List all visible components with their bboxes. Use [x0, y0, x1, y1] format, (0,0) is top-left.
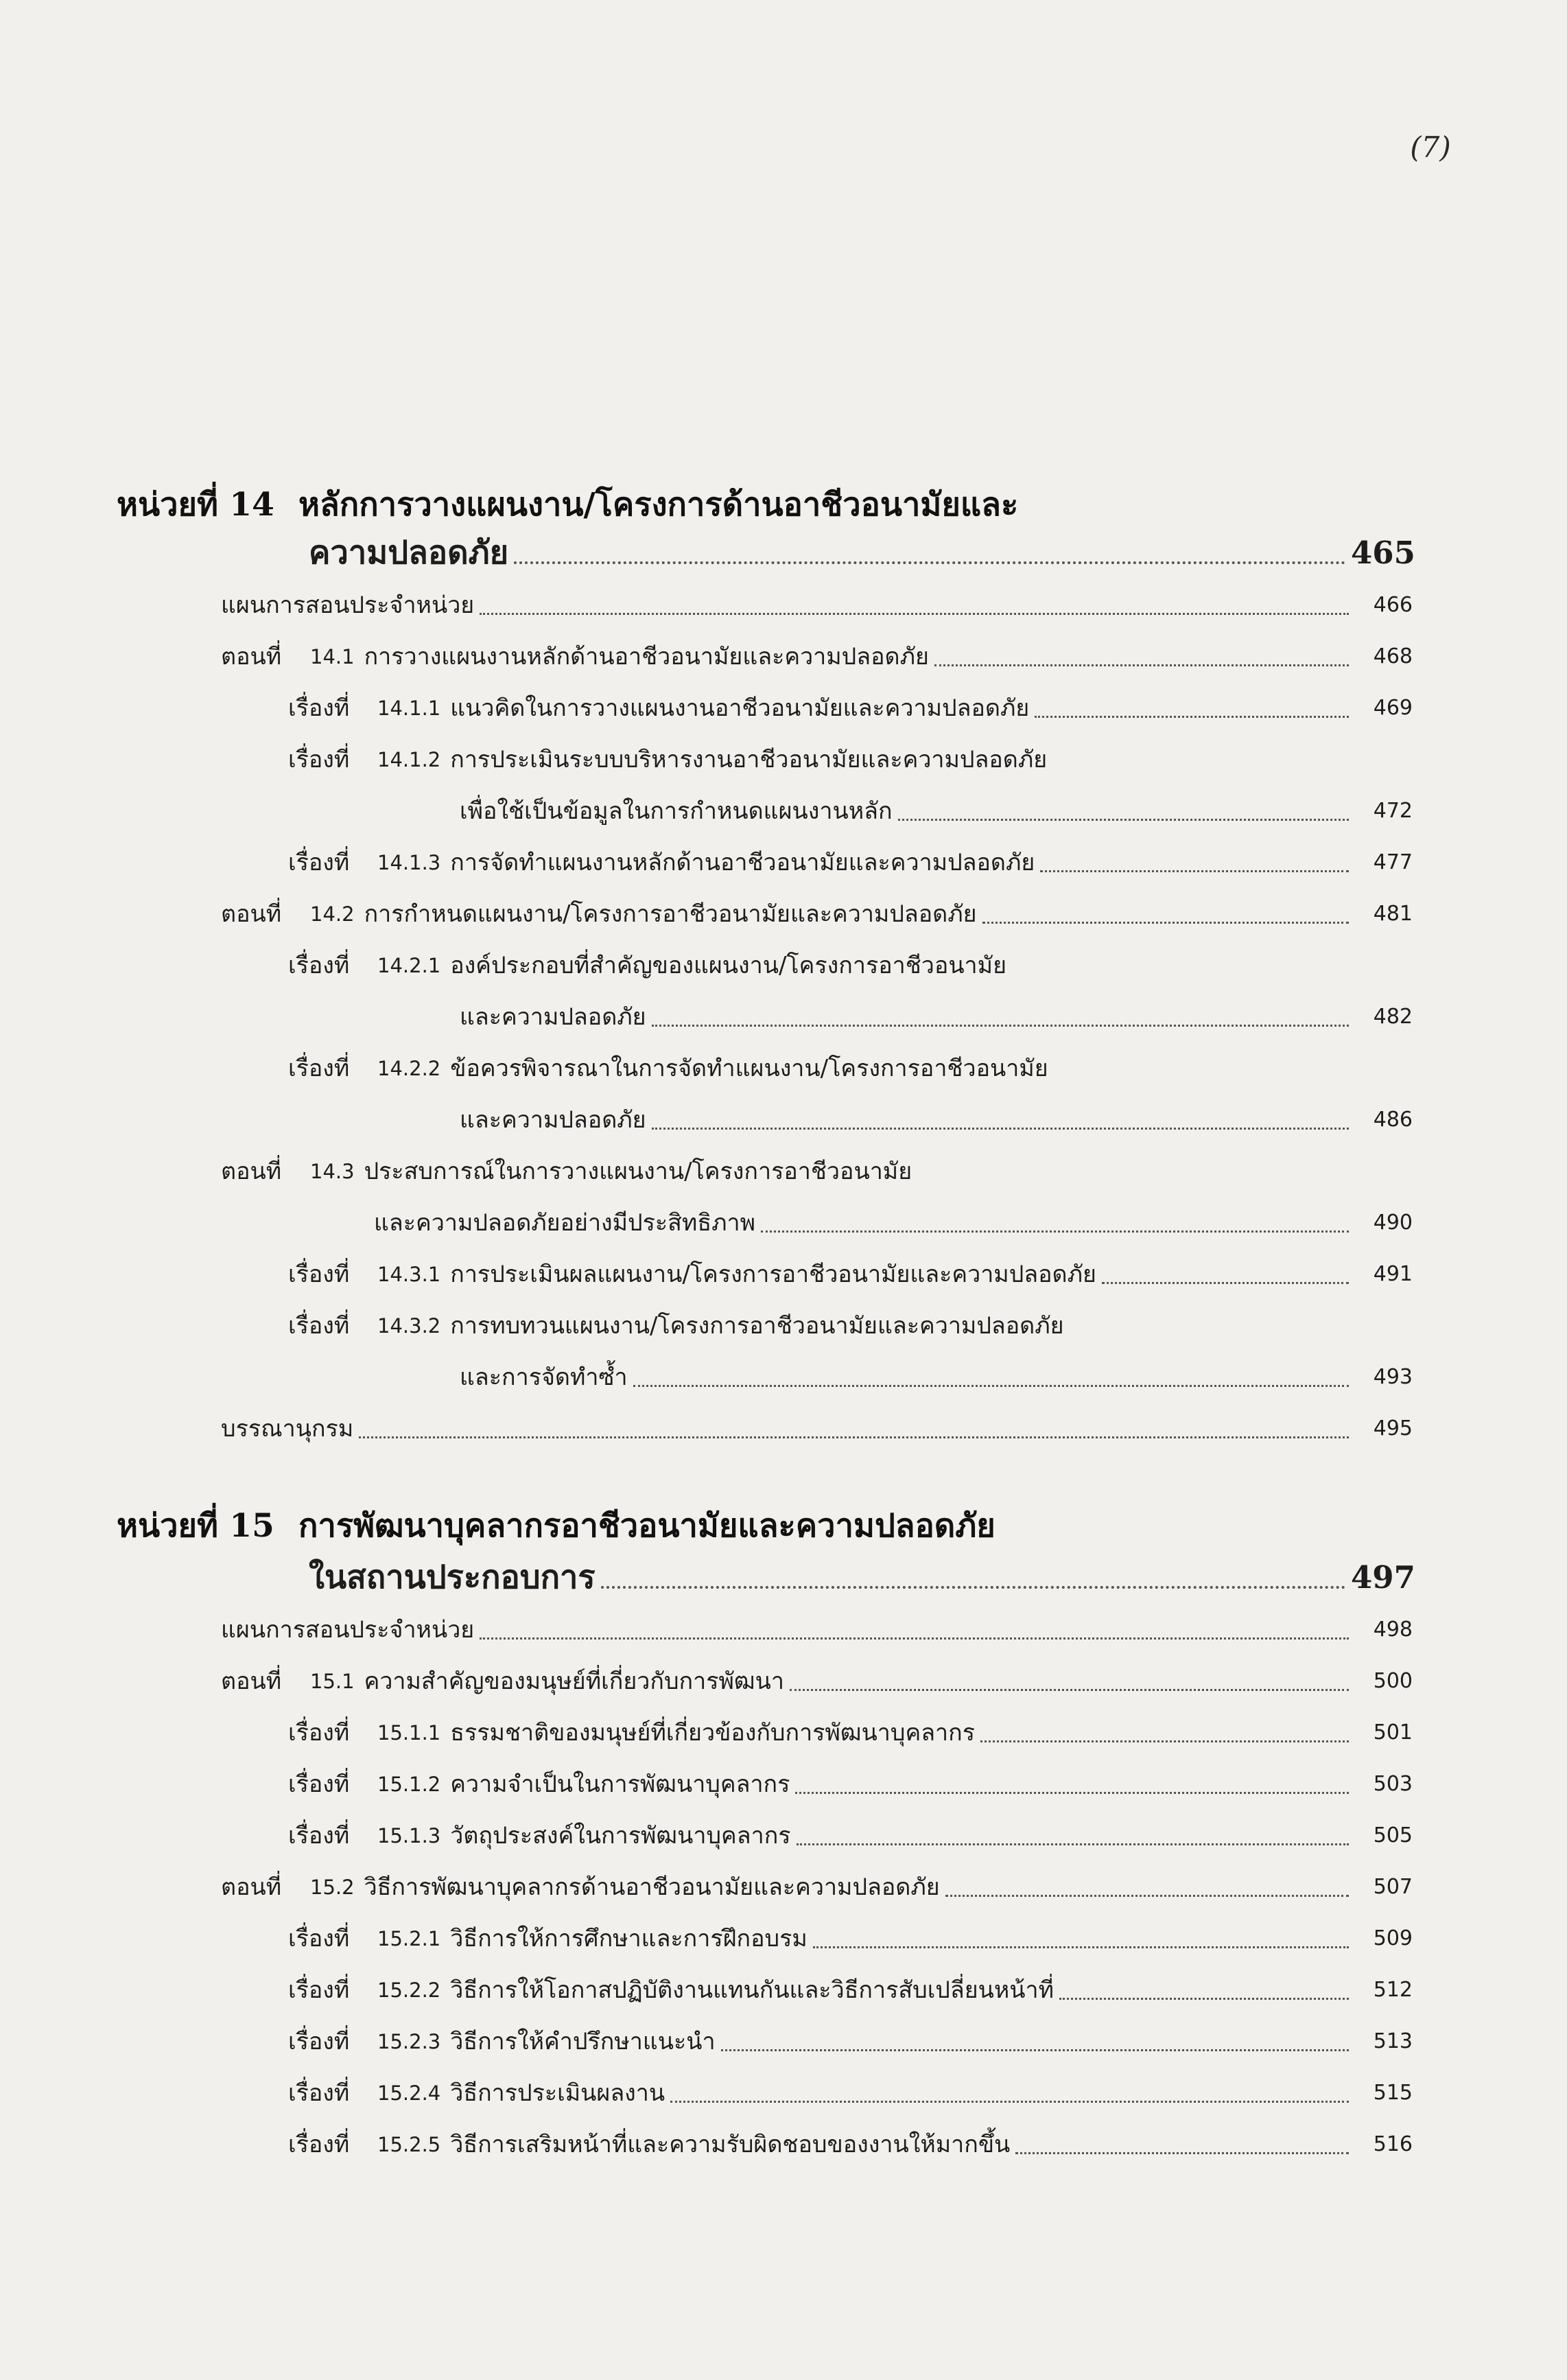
dot-leader — [1102, 1282, 1349, 1284]
dot-leader — [980, 1740, 1349, 1742]
topic-label: เรื่องที่ — [288, 1312, 350, 1340]
page-ref: 472 — [1373, 799, 1413, 823]
topic-num: 14.3.2 — [377, 1314, 441, 1338]
entry-title: แผนการสอนประจำหน่วย — [221, 1616, 475, 1644]
topic-label: เรื่องที่ — [288, 695, 350, 722]
toc-entry-topic-cont[interactable] — [0, 1099, 1567, 1141]
topic-num: 14.3.1 — [377, 1263, 441, 1286]
toc-entry-topic[interactable] — [0, 1305, 1567, 1346]
page-ref: 516 — [1373, 2132, 1413, 2156]
section-num: 14.1 — [310, 645, 355, 668]
toc-entry-topic[interactable] — [0, 2124, 1567, 2165]
page-ref: 491 — [1373, 1262, 1413, 1286]
entry-title-cont: และความปลอดภัย — [460, 1003, 646, 1031]
page-ref: 498 — [1373, 1618, 1413, 1642]
entry-title: วัตถุประสงค์ในการพัฒนาบุคลากร — [450, 1822, 791, 1850]
page-ref: 468 — [1373, 644, 1413, 668]
dot-leader — [1040, 870, 1349, 872]
dot-leader — [1015, 2152, 1349, 2154]
page-ref: 500 — [1373, 1669, 1413, 1693]
toc-entry-topic[interactable] — [0, 1970, 1567, 2011]
page-ref: 481 — [1373, 902, 1413, 926]
dot-leader — [480, 613, 1349, 615]
topic-label: เรื่องที่ — [288, 1976, 350, 2004]
topic-num: 15.2.1 — [377, 1927, 441, 1950]
topic-label: เรื่องที่ — [288, 1055, 350, 1082]
unit-15-heading-line2[interactable] — [0, 1554, 1567, 1601]
dot-leader — [797, 1843, 1349, 1845]
toc-entry-topic[interactable] — [0, 2021, 1567, 2062]
toc-entry-section[interactable] — [0, 1867, 1567, 1908]
topic-label: เรื่องที่ — [288, 1925, 350, 1952]
page-ref: 466 — [1373, 593, 1413, 617]
dot-leader — [1059, 1998, 1349, 2000]
dot-leader — [982, 922, 1349, 924]
page-ref: 513 — [1373, 2029, 1413, 2053]
dot-leader — [898, 819, 1349, 821]
page-ref: 497 — [1351, 1559, 1415, 1596]
entry-title: ความจำเป็นในการพัฒนาบุคลากร — [450, 1771, 790, 1798]
entry-title: การประเมินผลแผนงาน/โครงการอาชีวอนามัยและความปลอดภัย — [450, 1261, 1096, 1288]
section-label: ตอนที่ — [221, 1668, 282, 1695]
topic-label: เรื่องที่ — [288, 2131, 350, 2158]
page-ref: 486 — [1373, 1108, 1413, 1132]
section-num: 15.2 — [310, 1876, 355, 1899]
entry-title: วิธีการเสริมหน้าที่และความรับผิดชอบของงานให้มากขึ้น — [450, 2131, 1011, 2158]
section-num: 14.2 — [310, 902, 355, 926]
toc-entry-topic[interactable] — [0, 1815, 1567, 1856]
toc-entry-section[interactable] — [0, 1151, 1567, 1192]
page-ref: 515 — [1373, 2081, 1413, 2105]
topic-num: 14.1.1 — [377, 697, 441, 720]
unit-14-heading-line2[interactable] — [0, 530, 1567, 576]
page-ref: 501 — [1373, 1720, 1413, 1745]
topic-label: เรื่องที่ — [288, 1771, 350, 1798]
topic-num: 15.2.3 — [377, 2030, 441, 2053]
topic-label: เรื่องที่ — [288, 746, 350, 773]
entry-title-cont: และการจัดทำซ้ำ — [460, 1364, 628, 1391]
toc-entry-topic[interactable] — [0, 945, 1567, 986]
entry-title: การวางแผนงานหลักด้านอาชีวอนามัยและความปลอดภัย — [364, 643, 929, 670]
entry-title: วิธีการให้โอกาสปฏิบัติงานแทนกันและวิธีการสับเปลี่ยนหน้าที่ — [450, 1976, 1055, 2004]
entry-title: วิธีการให้คำปรึกษาแนะนำ — [450, 2028, 716, 2055]
toc-entry-plan[interactable] — [0, 1609, 1567, 1650]
topic-num: 15.2.4 — [377, 2081, 441, 2105]
toc-entry-plan[interactable] — [0, 585, 1567, 626]
unit-title: การพัฒนาบุคลากรอาชีวอนามัยและความปลอดภัย — [298, 1507, 995, 1545]
dot-leader — [652, 1128, 1349, 1130]
dot-leader — [721, 2049, 1349, 2051]
dot-leader — [652, 1025, 1349, 1027]
entry-title: วิธีการให้การศึกษาและการฝึกอบรม — [450, 1925, 808, 1952]
dot-leader — [359, 1436, 1349, 1438]
toc-entry-topic-cont[interactable] — [0, 996, 1567, 1038]
dot-leader — [514, 561, 1345, 564]
page-ref: 512 — [1373, 1978, 1413, 2002]
page-ref: 509 — [1373, 1926, 1413, 1950]
toc-entry-section[interactable] — [0, 1661, 1567, 1702]
page-ref: 505 — [1373, 1823, 1413, 1847]
topic-num: 15.1.2 — [377, 1773, 441, 1796]
dot-leader — [934, 664, 1349, 666]
page-ref: 477 — [1373, 850, 1413, 874]
dot-leader — [601, 1586, 1345, 1589]
toc-entry-bibliography[interactable] — [0, 1408, 1567, 1449]
topic-num: 14.1.2 — [377, 748, 441, 771]
unit-title-cont: ในสถานประกอบการ — [309, 1559, 596, 1596]
toc-entry-topic[interactable] — [0, 1764, 1567, 1805]
entry-title: ข้อควรพิจารณาในการจัดทำแผนงาน/โครงการอาชีวอนามัย — [450, 1055, 1048, 1082]
page-ref: 503 — [1373, 1772, 1413, 1796]
toc-entry-topic-cont[interactable] — [0, 1357, 1567, 1398]
dot-leader — [1035, 716, 1349, 718]
toc-entry-topic[interactable] — [0, 842, 1567, 883]
section-num: 15.1 — [310, 1670, 355, 1693]
toc-entry-topic[interactable] — [0, 1254, 1567, 1295]
page-ref: 495 — [1373, 1416, 1413, 1440]
dot-leader — [945, 1895, 1349, 1897]
entry-title-cont: และความปลอดภัยอย่างมีประสิทธิภาพ — [374, 1209, 755, 1237]
dot-leader — [633, 1385, 1349, 1387]
entry-title: แผนการสอนประจำหน่วย — [221, 592, 475, 619]
dot-leader — [480, 1637, 1349, 1640]
unit-title: หลักการวางแผนงาน/โครงการด้านอาชีวอนามัยและ — [298, 486, 1019, 524]
topic-label: เรื่องที่ — [288, 1719, 350, 1747]
topic-label: เรื่องที่ — [288, 1822, 350, 1850]
toc-entry-topic[interactable] — [0, 1918, 1567, 1959]
topic-num: 15.2.2 — [377, 1979, 441, 2002]
section-label: ตอนที่ — [221, 643, 282, 670]
entry-title: แนวคิดในการวางแผนงานอาชีวอนามัยและความปลอดภัย — [450, 695, 1030, 722]
unit-title-cont: ความปลอดภัย — [309, 534, 509, 572]
topic-num: 15.2.5 — [377, 2133, 441, 2156]
topic-label: เรื่องที่ — [288, 2079, 350, 2107]
toc-entry-topic-cont[interactable] — [0, 791, 1567, 832]
toc-entry-topic[interactable] — [0, 1048, 1567, 1089]
dot-leader — [795, 1792, 1349, 1794]
entry-title: การกำหนดแผนงาน/โครงการอาชีวอนามัยและความปลอดภัย — [364, 900, 977, 928]
unit-14-heading — [117, 482, 1420, 528]
entry-title: องค์ประกอบที่สำคัญของแผนงาน/โครงการอาชีวอนามัย — [450, 952, 1006, 979]
topic-label: เรื่องที่ — [288, 952, 350, 979]
page-ref: 507 — [1373, 1875, 1413, 1899]
page-ref: 482 — [1373, 1005, 1413, 1029]
entry-title: ธรรมชาติของมนุษย์ที่เกี่ยวข้องกับการพัฒนาบุคลากร — [450, 1719, 976, 1747]
dot-leader — [790, 1689, 1349, 1691]
toc-entry-topic[interactable] — [0, 1712, 1567, 1753]
topic-num: 15.1.1 — [377, 1721, 441, 1745]
dot-leader — [761, 1230, 1349, 1233]
toc-entry-section[interactable] — [0, 894, 1567, 935]
entry-title-cont: และความปลอดภัย — [460, 1106, 646, 1134]
page-ref: 469 — [1373, 696, 1413, 720]
toc-entry-topic[interactable] — [0, 2073, 1567, 2114]
page-number: (7) — [1410, 130, 1451, 164]
topic-label: เรื่องที่ — [288, 2028, 350, 2055]
unit-label: หน่วยที่ 14 — [117, 486, 274, 524]
page-ref: 465 — [1351, 535, 1415, 571]
toc-entry-section[interactable] — [0, 636, 1567, 677]
unit-15-heading — [117, 1503, 1420, 1550]
entry-title: วิธีการพัฒนาบุคลากรด้านอาชีวอนามัยและความปลอดภัย — [364, 1874, 940, 1901]
entry-title: ความสำคัญของมนุษย์ที่เกี่ยวกับการพัฒนา — [364, 1668, 784, 1695]
page-ref: 490 — [1373, 1211, 1413, 1235]
entry-title: การจัดทำแผนงานหลักด้านอาชีวอนามัยและความปลอดภัย — [450, 849, 1035, 876]
toc-entry-topic[interactable] — [0, 739, 1567, 780]
entry-title: การทบทวนแผนงาน/โครงการอาชีวอนามัยและความปลอดภัย — [450, 1312, 1064, 1340]
unit-label: หน่วยที่ 15 — [117, 1507, 274, 1545]
topic-num: 15.1.3 — [377, 1824, 441, 1847]
topic-num: 14.1.3 — [377, 851, 441, 874]
entry-title: วิธีการประเมินผลงาน — [450, 2079, 665, 2107]
page-ref: 493 — [1373, 1365, 1413, 1389]
toc-entry-topic[interactable] — [0, 688, 1567, 729]
section-label: ตอนที่ — [221, 1158, 282, 1185]
topic-num: 14.2.1 — [377, 954, 441, 977]
topic-label: เรื่องที่ — [288, 1261, 350, 1288]
entry-title: บรรณานุกรม — [221, 1415, 354, 1443]
dot-leader — [670, 2101, 1349, 2103]
toc-entry-section-cont[interactable] — [0, 1202, 1567, 1244]
topic-label: เรื่องที่ — [288, 849, 350, 876]
section-label: ตอนที่ — [221, 1874, 282, 1901]
entry-title-cont: เพื่อใช้เป็นข้อมูลในการกำหนดแผนงานหลัก — [460, 797, 893, 825]
section-num: 14.3 — [310, 1160, 355, 1183]
section-label: ตอนที่ — [221, 900, 282, 928]
entry-title: การประเมินระบบบริหารงานอาชีวอนามัยและความปลอดภัย — [450, 746, 1048, 773]
dot-leader — [813, 1946, 1349, 1948]
entry-title: ประสบการณ์ในการวางแผนงาน/โครงการอาชีวอนามัย — [364, 1158, 912, 1185]
topic-num: 14.2.2 — [377, 1057, 441, 1080]
